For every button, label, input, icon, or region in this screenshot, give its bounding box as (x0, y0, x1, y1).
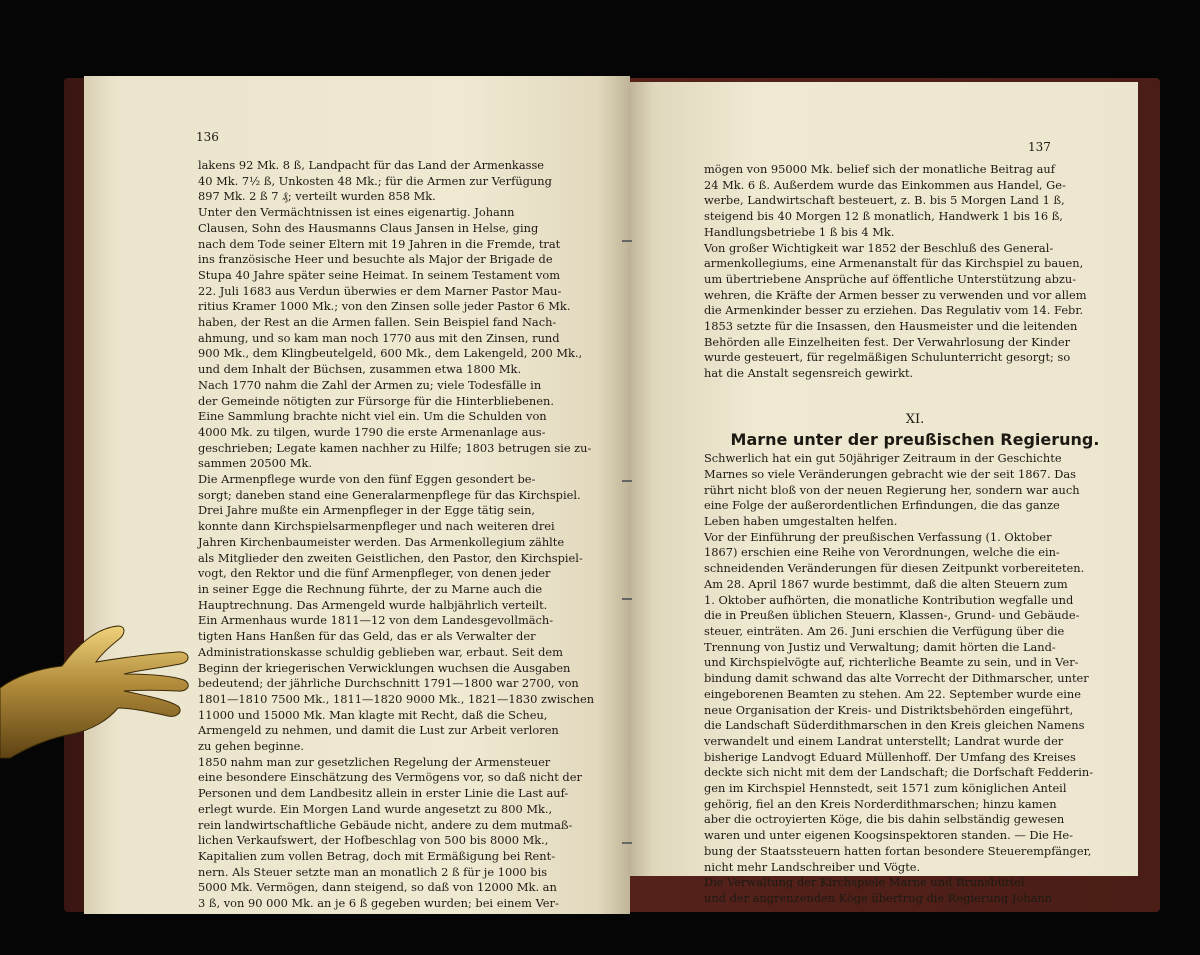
text-line: und Kirchspielvögte auf, richterliche Beamte zu sein, und in Ver- (704, 655, 1079, 670)
text-line: wurde gesteuert, für regelmäßigen Schulunterricht gesorgt; so (704, 350, 1071, 365)
text-line: 11000 und 15000 Mk. Man klagte mit Recht, daß die Scheu, (198, 707, 548, 722)
text-line: haben, der Rest an die Armen fallen. Sein Beispiel fand Nach- (198, 315, 557, 330)
paragraph-block (704, 162, 1126, 382)
page-number: 136 (196, 130, 219, 144)
text-line: ritius Kramer 1000 Mk.; von den Zinsen solle jeder Pastor 6 Mk. (198, 299, 571, 314)
text-line: 4000 Mk. zu tilgen, wurde 1790 die erste Armenanlage aus- (198, 424, 546, 439)
text-line: lakens 92 Mk. 8 ß, Landpacht für das Land der Armenkasse (198, 158, 545, 172)
text-line: 40 Mk. 7½ ß, Unkosten 48 Mk.; für die Armen zur Verfügung (198, 173, 552, 188)
text-line: bisherige Landvogt Eduard Müllenhoff. Der Umfang des Kreises (704, 749, 1076, 764)
paragraph-block (704, 451, 1126, 906)
text-line: 897 Mk. 2 ß 7 ₰; verteilt wurden 858 Mk. (198, 189, 436, 204)
text-line: Clausen, Sohn des Hausmanns Claus Jansen in Helse, ging (198, 220, 539, 235)
text-line: gen im Kirchspiel Hennstedt, seit 1571 zum königlichen Anteil (704, 781, 1067, 796)
text-line: eine Folge der außerordentlichen Erfindungen, die das ganze (704, 498, 1060, 513)
text-line: armenkollegiums, eine Armenanstalt für das Kirchspiel zu bauen, (704, 256, 1084, 271)
text-line: lichen Verkaufswert, der Hofbeschlag von 500 bis 8000 Mk., (198, 833, 549, 848)
text-line: 1850 nahm man zur gesetzlichen Regelung der Armensteuer (198, 754, 551, 769)
binding-stitch (622, 240, 632, 242)
text-line: und der angrenzenden Köge übertrug die Regierung Johann (704, 890, 1053, 905)
text-line: um übertriebene Ansprüche auf öffentliche Unterstützung abzu- (704, 271, 1077, 286)
text-line: als Mitglieder den zweiten Geistlichen, den Pastor, den Kirchspiel- (198, 550, 583, 565)
text-line: Am 28. April 1867 wurde bestimmt, daß die alten Steuern zum (704, 576, 1068, 591)
text-line: tigten Hans Hanßen für das Geld, das er als Verwalter der (198, 629, 536, 644)
text-line: gehörig, fiel an den Kreis Norderdithmarschen; hinzu kamen (704, 796, 1057, 811)
text-line: Stupa 40 Jahre später seine Heimat. In seinem Testament vom (198, 267, 561, 282)
text-line: und dem Inhalt der Büchsen, zusammen etwa 1800 Mk. (198, 362, 522, 377)
text-line: rein landwirtschaftliche Gebäude nicht, andere zu dem mutmaß- (198, 817, 573, 832)
text-line: Beginn der kriegerischen Verwicklungen wuchsen die Ausgaben (198, 660, 571, 675)
text-line: schneidenden Veränderungen für diesen Zeitpunkt vorbereiteten. (704, 561, 1085, 576)
text-line: Handlungsbetriebe 1 ß bis 4 Mk. (704, 224, 895, 239)
text-line: Kapitalien zum vollen Betrag, doch mit Ermäßigung bei Rent- (198, 848, 556, 863)
text-line: Hauptrechnung. Das Armengeld wurde halbjährlich verteilt. (198, 597, 548, 612)
binding-stitch (622, 842, 632, 844)
text-line: werbe, Landwirtschaft besteuert, z. B. bis 5 Morgen Land 1 ß, (704, 193, 1065, 208)
text-line: nern. Als Steuer setzte man an monatlich 2 ß für je 1000 bis (198, 864, 548, 879)
brass-hand-page-holder (0, 618, 200, 768)
text-line: 1. Oktober aufhörten, die monatliche Kontribution wegfalle und (704, 592, 1074, 607)
text-line: sorgt; daneben stand eine Generalarmenpflege für das Kirchspiel. (198, 487, 581, 502)
text-line: ins französische Heer und besuchte als Major der Brigade de (198, 252, 553, 267)
text-line: neue Organisation der Kreis- und Distriktsbehörden eingeführt, (704, 702, 1074, 717)
text-line: wehren, die Kräfte der Armen besser zu verwenden und vor allem (704, 287, 1087, 302)
text-line: nicht mehr Landschreiber und Vögte. (704, 859, 921, 874)
binding-stitch (622, 480, 632, 482)
text-line: bindung damit schwand das alte Vorrecht der Dithmarscher, unter (704, 671, 1089, 686)
text-line: Die Armenpflege wurde von den fünf Eggen gesondert be- (198, 472, 536, 487)
text-line: 1801—1810 7500 Mk., 1811—1820 9000 Mk., 1821—1830 zwischen (198, 691, 595, 706)
text-line: Behörden alle Einzelheiten fest. Der Verwahrlosung der Kinder (704, 334, 1071, 349)
text-line: verwandelt und einem Landrat unterstellt; Landrat wurde der (704, 733, 1064, 748)
text-line: Marnes so viele Veränderungen gebracht wie der seit 1867. Das (704, 466, 1076, 481)
text-line: Von großer Wichtigkeit war 1852 der Beschluß des General- (704, 240, 1054, 255)
text-line: aber die octroyierten Köge, die bis dahin selbständig gewesen (704, 812, 1065, 827)
text-line: Trennung von Justiz und Verwaltung; damit hörten die Land- (704, 639, 1056, 654)
text-line: 22. Juli 1683 aus Verdun überwies er dem Marner Pastor Mau- (198, 283, 562, 298)
text-line: der Gemeinde nötigten zur Fürsorge für die Hinterbliebenen. (198, 393, 554, 408)
text-line: Personen und dem Landbesitz allein in erster Linie die Last auf- (198, 786, 569, 801)
text-line: deckte sich nicht mit dem der Landschaft; die Dorfschaft Fedderin- (704, 765, 1094, 780)
text-line: die in Preußen üblichen Steuern, Klassen-, Grund- und Gebäude- (704, 608, 1080, 623)
text-line: konnte dann Kirchspielsarmenpfleger und nach weiteren drei (198, 519, 555, 534)
text-line: sammen 20500 Mk. (198, 456, 312, 471)
text-line: steuer, einträten. Am 26. Juni erschien die Verfügung über die (704, 623, 1065, 638)
text-line: hat die Anstalt segensreich gewirkt. (704, 366, 914, 381)
text-line: Nach 1770 nahm die Zahl der Armen zu; viele Todesfälle in (198, 377, 542, 392)
text-line: eine besondere Einschätzung des Vermögens vor, so daß nicht der (198, 770, 582, 785)
text-line: Unter den Vermächtnissen ist eines eigenartig. Johann (198, 205, 515, 220)
text-line: Schwerlich hat ein gut 50jähriger Zeitraum in der Geschichte (704, 451, 1062, 466)
text-line: bung der Staatssteuern hatten fortan besondere Steuerempfänger, (704, 843, 1092, 858)
text-line: die Armenkinder besser zu erziehen. Das Regulativ vom 14. Febr. (704, 303, 1084, 318)
chapter-number: XI. (905, 411, 925, 427)
text-line: Eine Sammlung brachte nicht viel ein. Um die Schulden von (198, 409, 547, 424)
binding-stitch (622, 598, 632, 600)
left-page (84, 76, 630, 914)
text-line: nach dem Tode seiner Eltern mit 19 Jahren in die Fremde, trat (198, 236, 561, 251)
text-line: 1867) erschien eine Reihe von Verordnungen, welche die ein- (704, 545, 1060, 560)
right-page (628, 82, 1138, 905)
text-line: die Landschaft Süderdithmarschen in den Kreis gleichen Namens (704, 718, 1085, 733)
text-line: in seiner Egge die Rechnung führte, der zu Marne auch die (198, 581, 543, 596)
text-line: mögen von 95000 Mk. belief sich der monatliche Beitrag auf (704, 162, 1055, 176)
page-number: 137 (1028, 140, 1051, 154)
text-line: Leben haben umgestalten helfen. (704, 514, 898, 529)
text-line: Drei Jahre mußte ein Armenpfleger in der Egge tätig sein, (198, 503, 536, 518)
text-line: eingeborenen Beamten zu stehen. Am 22. September wurde eine (704, 686, 1081, 701)
text-line: erlegt wurde. Ein Morgen Land wurde angesetzt zu 800 Mk., (198, 801, 553, 816)
text-line: 24 Mk. 6 ß. Außerdem wurde das Einkommen aus Handel, Ge- (704, 177, 1066, 192)
left-page-text (198, 158, 618, 912)
text-line: ahmung, und so kam man noch 1770 aus mit den Zinsen, rund (198, 330, 560, 345)
text-line: 5000 Mk. Vermögen, dann steigend, so daß von 12000 Mk. an (198, 880, 557, 895)
text-line: Die Verwaltung der Kirchspiele Marne und Brunsbüttel (704, 875, 1025, 890)
text-line: Vor der Einführung der preußischen Verfassung (1. Oktober (704, 529, 1052, 544)
text-line: vogt, den Rektor und die fünf Armenpfleger, von denen jeder (198, 566, 551, 581)
text-line: 3 ß, von 90 000 Mk. an je 6 ß gegeben wurden; bei einem Ver- (198, 896, 559, 911)
text-line: Ein Armenhaus wurde 1811—12 von dem Landesgevollmäch- (198, 613, 554, 628)
text-line: bedeutend; der jährliche Durchschnitt 1791—1800 war 2700, von (198, 676, 579, 691)
right-page-text (704, 162, 1126, 907)
text-line: geschrieben; Legate kamen nachher zu Hilfe; 1803 betrugen sie zu- (198, 440, 592, 455)
text-line: Armengeld zu nehmen, und damit die Lust zur Arbeit verloren (198, 723, 559, 738)
text-line: Administrationskasse schuldig geblieben war, erbaut. Seit dem (198, 644, 563, 659)
text-line: 900 Mk., dem Klingbeutelgeld, 600 Mk., dem Lakengeld, 200 Mk., (198, 346, 583, 361)
text-line: Jahren Kirchenbaumeister werden. Das Armenkollegium zählte (198, 534, 565, 549)
text-line: steigend bis 40 Morgen 12 ß monatlich, Handwerk 1 bis 16 ß, (704, 209, 1063, 224)
text-line: 1853 setzte für die Insassen, den Hausmeister und die leitenden (704, 319, 1078, 334)
chapter-title: Marne unter der preußischen Regierung. (730, 429, 1100, 449)
text-line: zu gehen beginne. (198, 739, 305, 754)
text-line: rührt nicht bloß von der neuen Regierung her, sondern war auch (704, 482, 1080, 497)
text-line: waren und unter eigenen Koogsinspektoren standen. — Die He- (704, 828, 1073, 843)
